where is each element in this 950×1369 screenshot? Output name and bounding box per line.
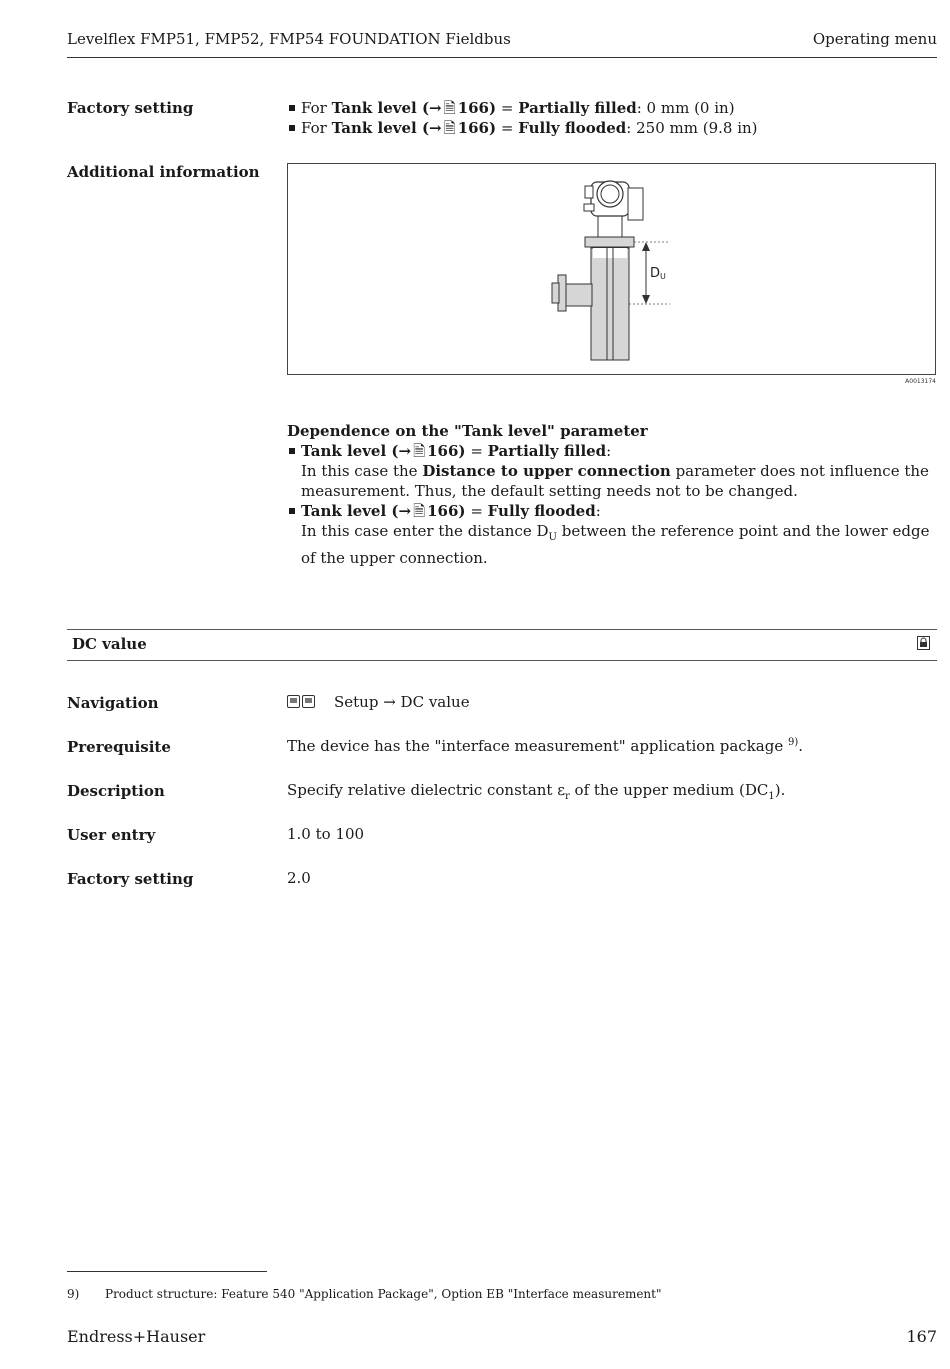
user-entry-value: 1.0 to 100 (287, 825, 365, 843)
dependence-item-text: In this case the Distance to upper connection parameter does not influence the measurement. Thus, the default setting needs not to be changed. (301, 462, 929, 500)
dimension-label: D (650, 266, 661, 281)
navigation-path: Setup → DC value (334, 693, 470, 711)
dc-factory-setting-value: 2.0 (287, 869, 311, 887)
prerequisite-label: Prerequisite (67, 738, 171, 756)
dependence-title: Dependence on the "Tank level" parameter (287, 422, 648, 440)
factory-setting-label: Factory setting (67, 99, 194, 117)
section-name: Operating menu (812, 30, 937, 48)
book-icon: 🗎 (443, 99, 456, 117)
footnote-text: Product structure: Feature 540 "Application Package", Option EB "Interface measurement" (105, 1287, 662, 1301)
dimension-label-sub: U (660, 272, 666, 281)
section-top-rule (67, 629, 937, 630)
dependence-item: Tank level (→ 🗎 166) = Partially filled: In this case the Distance to upper connection parameter does not influence the measurement. Thus, the default setting needs not to be changed. (287, 441, 937, 501)
operating-tool-icon (302, 695, 315, 708)
section-bottom-rule (67, 660, 937, 661)
description-value: Specify relative dielectric constant $\varepsilon_r$ of the upper medium $(DC_1)$. (287, 781, 786, 802)
display-icon (287, 695, 300, 708)
prerequisite-value: The device has the "interface measurement" application package $^{9)}$. (287, 737, 804, 755)
dependence-item: Tank level (→ 🗎 166) = Fully flooded: In this case enter the distance $D_U$ between the reference point and the lower edge of the upper connection. (287, 501, 937, 568)
figure-id: A0013174 (905, 378, 936, 385)
book-icon: 🗎 (413, 442, 426, 460)
footnote-number: 9) (67, 1287, 80, 1301)
user-entry-label: User entry (67, 826, 156, 844)
page-number: 167 (906, 1327, 937, 1346)
additional-info-label: Additional information (67, 163, 260, 181)
description-label: Description (67, 782, 165, 800)
footnote-divider (67, 1271, 267, 1272)
footnote-ref: 9) (788, 737, 799, 748)
illustration-box (287, 163, 936, 375)
factory-setting-item: For Tank level (→ 🗎 166) = Partially filled: 0 mm (0 in) (287, 98, 937, 118)
dc-factory-setting-label: Factory setting (67, 870, 194, 888)
section-title: DC value (72, 635, 147, 653)
navigation-label: Navigation (67, 694, 159, 712)
dependence-item-text: In this case enter the distance $D_U$ between the reference point and the lower edge of the upper connection. (301, 522, 930, 567)
lock-icon (917, 636, 930, 650)
book-icon: 🗎 (413, 502, 426, 520)
probe-illustration (288, 164, 935, 374)
company-name: Endress+Hauser (67, 1327, 206, 1346)
dependence-block (287, 421, 937, 568)
book-icon: 🗎 (443, 119, 456, 137)
factory-setting-item: For Tank level (→ 🗎 166) = Fully flooded: 250 mm (9.8 in) (287, 118, 937, 138)
header-divider (67, 57, 937, 58)
navigation-icons (287, 695, 315, 708)
document-title: Levelflex FMP51, FMP52, FMP54 FOUNDATION Fieldbus (67, 30, 511, 48)
factory-setting-values (287, 98, 937, 138)
